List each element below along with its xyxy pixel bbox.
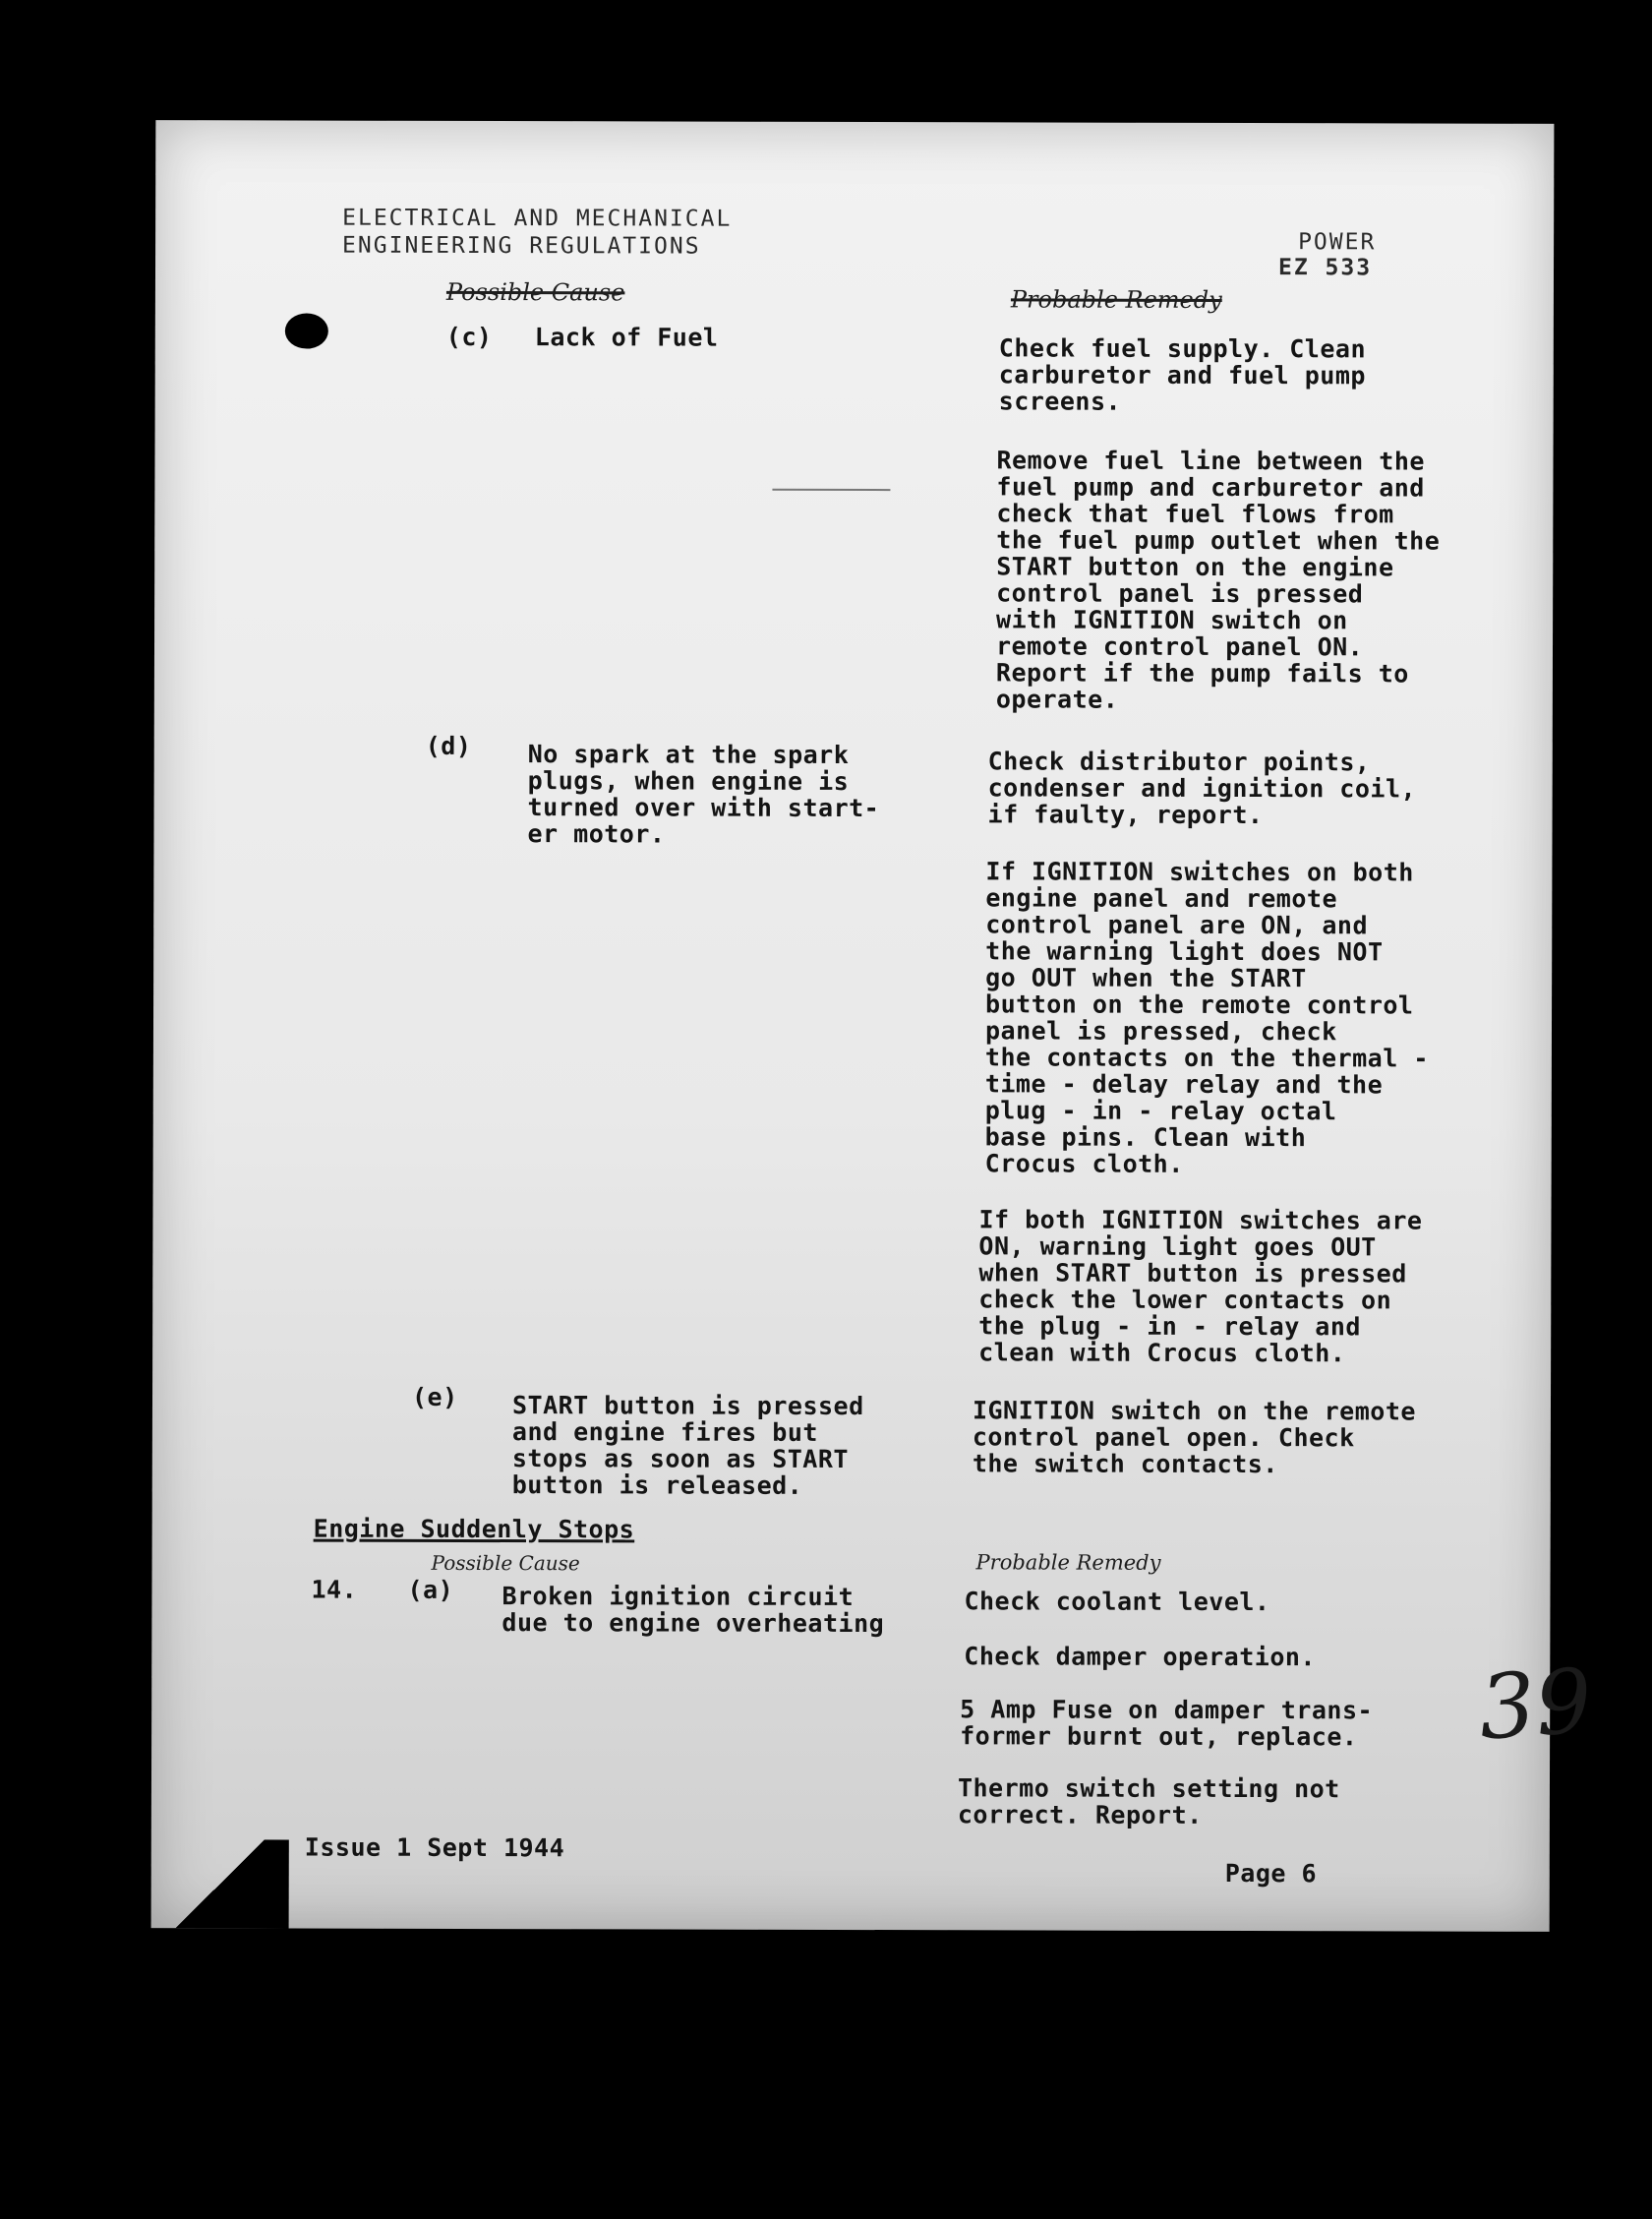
section-remedy-3: 5 Amp Fuse on damper trans- former burnt out, replace. — [960, 1695, 1374, 1752]
item-d-remedy-3: If both IGNITION switches are ON, warning light goes OUT when START button is pressed check the lower contacts on the plug - in - relay and clean with Crocus cloth. — [978, 1205, 1423, 1368]
section-remedy-label: Probable Remedy — [975, 1550, 1161, 1575]
footer-page: Page 6 — [1224, 1858, 1318, 1889]
item-d-letter: (d) — [425, 731, 472, 760]
punch-hole — [285, 313, 328, 348]
item-e-cause: START button is pressed and engine fires but stops as soon as START button is released. — [511, 1391, 864, 1500]
item-c-remedy-1: Check fuel supply. Clean carburetor and fuel pump screens. — [998, 333, 1367, 416]
section-remedy-1: Check coolant level. — [964, 1587, 1270, 1617]
document-page — [151, 120, 1596, 1932]
handwritten-page-number: 39 — [1475, 1649, 1596, 1761]
item-d-remedy-2: If IGNITION switches on both engine panel and remote control panel are ON, and the warning light does NOT go OUT when the START button on the remote control panel is pressed, check the contacts on the thermal - time - delay relay and the plug - in - relay octal base pins. Clean with Crocus cloth. — [984, 857, 1429, 1178]
column-header-cause: Possible Cause — [445, 277, 625, 307]
item-e-letter: (e) — [411, 1382, 458, 1411]
item-c-cause: Lack of Fuel — [534, 323, 719, 352]
stray-mark — [772, 489, 890, 491]
item-d-cause: No spark at the spark plugs, when engine is turned over with start- er motor. — [527, 740, 880, 849]
header-right-line1: POWER — [1298, 229, 1377, 256]
column-header-remedy: Probable Remedy — [1010, 285, 1222, 314]
item-e-remedy-1: IGNITION switch on the remote control panel open. Check the switch contacts. — [972, 1396, 1417, 1479]
header-right-line2: EZ 533 — [1277, 255, 1373, 281]
section-cause: Broken ignition circuit due to engine overheating — [502, 1582, 885, 1639]
item-c-remedy-2: Remove fuel line between the fuel pump and carburetor and check that fuel flows from the fuel pump outlet when the START button on the engine control panel is pressed with IGNITION switch on remote control panel ON. Report if the pump fails to operate. — [995, 446, 1441, 714]
header-left-line2: ENGINEERING REGULATIONS — [342, 232, 701, 260]
section-number: 14. — [311, 1575, 358, 1604]
section-remedy-2: Check damper operation. — [964, 1642, 1317, 1672]
section-letter: (a) — [407, 1575, 454, 1604]
section-title: Engine Suddenly Stops — [313, 1514, 635, 1544]
section-remedy-4: Thermo switch setting not correct. Report. — [957, 1773, 1340, 1829]
section-cause-label: Possible Cause — [431, 1550, 580, 1576]
item-c-letter: (c) — [445, 322, 493, 352]
footer-issue: Issue 1 Sept 1944 — [304, 1832, 565, 1863]
header-left-line1: ELECTRICAL AND MECHANICAL — [342, 205, 733, 232]
item-d-remedy-1: Check distributor points, condenser and ignition coil, if faulty, report. — [987, 747, 1417, 830]
